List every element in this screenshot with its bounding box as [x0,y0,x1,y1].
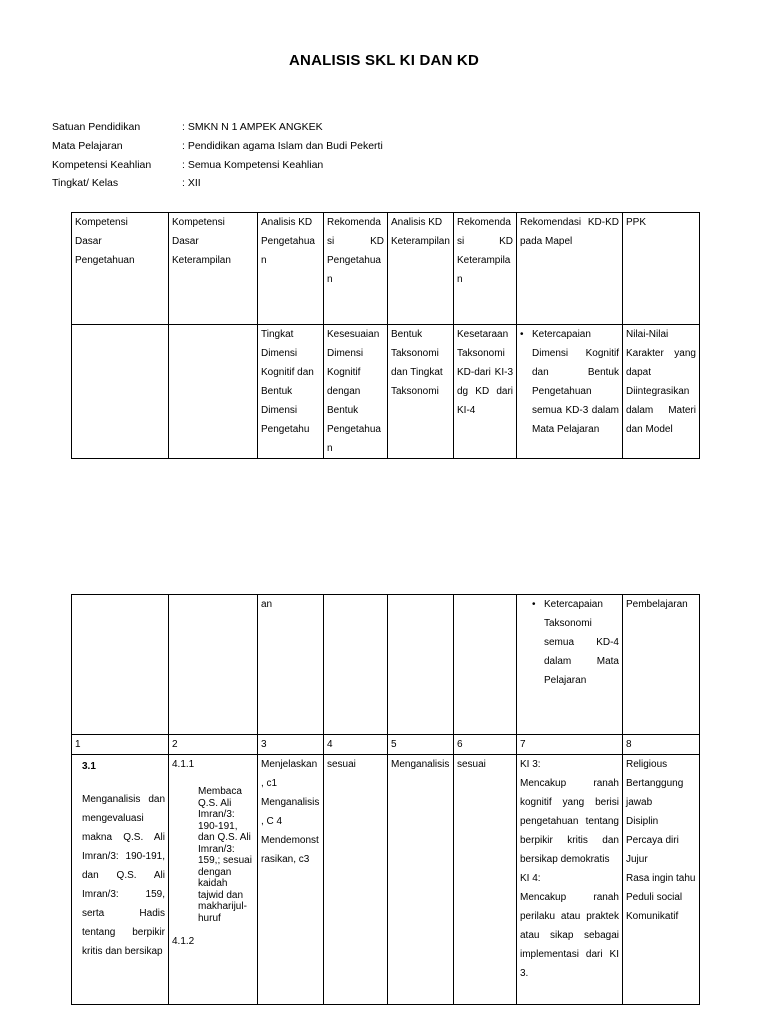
subheader-text: Kesetaraan Taksonomi KD-dari KI-3 dg KD dari KI-4 [457,329,513,416]
meta-row-mapel [52,137,383,156]
empty-cell [388,595,454,735]
value-item: Komunikatif [626,911,679,922]
content-row [72,755,700,1005]
value-item: Jujur [626,854,648,865]
header-cell [169,213,258,325]
header-cell [388,213,454,325]
kd-number: 4.1.2 [172,936,195,947]
subheader-cell [517,325,623,459]
value-item: Bertanggung jawab [626,778,684,808]
kd-pengetahuan-cell [72,755,169,1005]
meta-value: : Pendidikan agama Islam dan Budi Pekerti [182,140,383,153]
meta-value: : SMKN N 1 AMPEK ANGKEK [182,121,323,134]
empty-cell [169,595,258,735]
value-item: Disiplin [626,816,659,827]
empty-cell [72,595,169,735]
header-text: Kompetensi Dasar Keterampilan [172,217,231,266]
bullet-icon: • [520,329,524,340]
document-title: ANALISIS SKL KI DAN KD [289,52,479,69]
analisis-keterampilan-cell [388,755,454,1005]
column-number: 6 [454,735,517,755]
bullet-text: Ketercapaian Dimensi Kognitif dan Bentuk Pengetahuan semua KD-3 dalam Mata Pelajaran [532,329,619,435]
header-text: Analisis KD Keterampilan [391,217,450,247]
value-item: Peduli social [626,892,683,903]
column-number: 4 [324,735,388,755]
meta-row-satuan [52,118,383,137]
header-text: Rekomendasi KD Keterampilan [457,217,513,285]
subheader-cell [623,325,700,459]
column-number: 5 [388,735,454,755]
ki-label: KI 4: [520,873,541,884]
value-item: Rasa ingin tahu [626,873,696,884]
subheader-cell [454,325,517,459]
header-cell [258,213,324,325]
header-text: Rekomendasi KD Pengetahuan [327,217,384,285]
empty-cell [454,595,517,735]
header-cell [623,213,700,325]
meta-value: : Semua Kompetensi Keahlian [182,158,324,171]
document-meta [52,118,383,193]
analysis-text: Menganalisis [391,759,450,770]
recommendation-text: sesuai [327,759,356,770]
column-number: 2 [169,735,258,755]
value-item: Percaya diri [626,835,679,846]
analisis-kd-cell [258,755,324,1005]
meta-value: : XII [182,177,201,190]
analysis-table-header [71,212,700,459]
bullet-item [520,595,619,690]
rekomendasi-mapel-cell [517,755,623,1005]
ppk-values-cell [623,755,700,1005]
bullet-icon: • [532,599,536,610]
ki-text: Mencakup ranah perilaku atau praktek atau sikap sebagai implementasi dari KI 3. [520,892,619,979]
bullet-item [520,325,619,439]
header-text: PPK [626,217,647,228]
bullet-text: Ketercapaian Taksonomi semua KD-4 dalam Mata Pelajaran [544,599,619,686]
continuation-cell [517,595,623,735]
recommendation-text: sesuai [457,759,486,770]
analysis-table-body [71,594,700,1005]
header-cell [517,213,623,325]
continuation-row [72,595,700,735]
column-number: 1 [72,735,169,755]
column-number-row [72,735,700,755]
value-item: Religious [626,759,668,770]
rekomendasi-cell [454,755,517,1005]
meta-label: Kompetensi Keahlian [52,158,152,171]
continuation-text: an [261,599,273,610]
kd-text: Menganalisis dan mengevaluasi makna Q.S. Ali Imran/3: 190-191, dan Q.S. Ali Imran/3: 159, serta Hadis tentang berpikir kritis dan bersikap [82,794,165,957]
subheader-text: Nilai-Nilai Karakter yang dapat Diintegrasikan dalam Materi dan Model [626,329,696,435]
empty-cell [324,595,388,735]
kd-number: 3.1 [82,761,96,772]
continuation-cell [623,595,700,735]
empty-cell [72,325,169,459]
subheader-text: Kesesuaian Dimensi Kognitif dengan Bentuk Pengetahuan [327,329,381,454]
analysis-text: Menjelaskan , c1 Menganalisis, C 4 Mendemonstrasikan, c3 [261,759,320,865]
continuation-text: Pembelajaran [626,599,688,610]
kd-keterampilan-cell [169,755,258,1005]
subheader-text: Bentuk Taksonomi dan Tingkat Taksonomi [391,329,443,397]
ki-label: KI 3: [520,759,541,770]
meta-label: Satuan Pendidikan [52,121,141,134]
header-text: Kompetensi Dasar Pengetahuan [75,217,135,266]
header-text: Rekomendasi KD-KD pada Mapel [520,217,619,247]
kd-text: Membaca Q.S. Ali Imran/3: 190-191, dan Q.S. Ali Imran/3: 159,; sesuai dengan kaidah tajwid dan makharijul-huruf [198,786,252,924]
subheader-row [72,325,700,459]
header-cell [454,213,517,325]
header-row [72,213,700,325]
ki-text: Mencakup ranah kognitif yang berisi pengetahuan tentang berpikir kritis dan bersikap demokratis [520,778,619,865]
subheader-cell [324,325,388,459]
rekomendasi-cell [324,755,388,1005]
meta-label: Mata Pelajaran [52,140,123,153]
header-text: Analisis KD Pengetahuan [261,217,315,266]
subheader-cell [258,325,324,459]
column-number: 8 [623,735,700,755]
empty-cell [169,325,258,459]
meta-row-keahlian [52,155,383,174]
header-cell [72,213,169,325]
header-cell [324,213,388,325]
meta-row-kelas [52,174,383,193]
meta-label: Tingkat/ Kelas [52,177,119,190]
subheader-text: Tingkat Dimensi Kognitif dan Bentuk Dimensi Pengetahu [261,329,314,435]
subheader-cell [388,325,454,459]
column-number: 7 [517,735,623,755]
column-number: 3 [258,735,324,755]
kd-number: 4.1.1 [172,759,195,770]
continuation-cell [258,595,324,735]
